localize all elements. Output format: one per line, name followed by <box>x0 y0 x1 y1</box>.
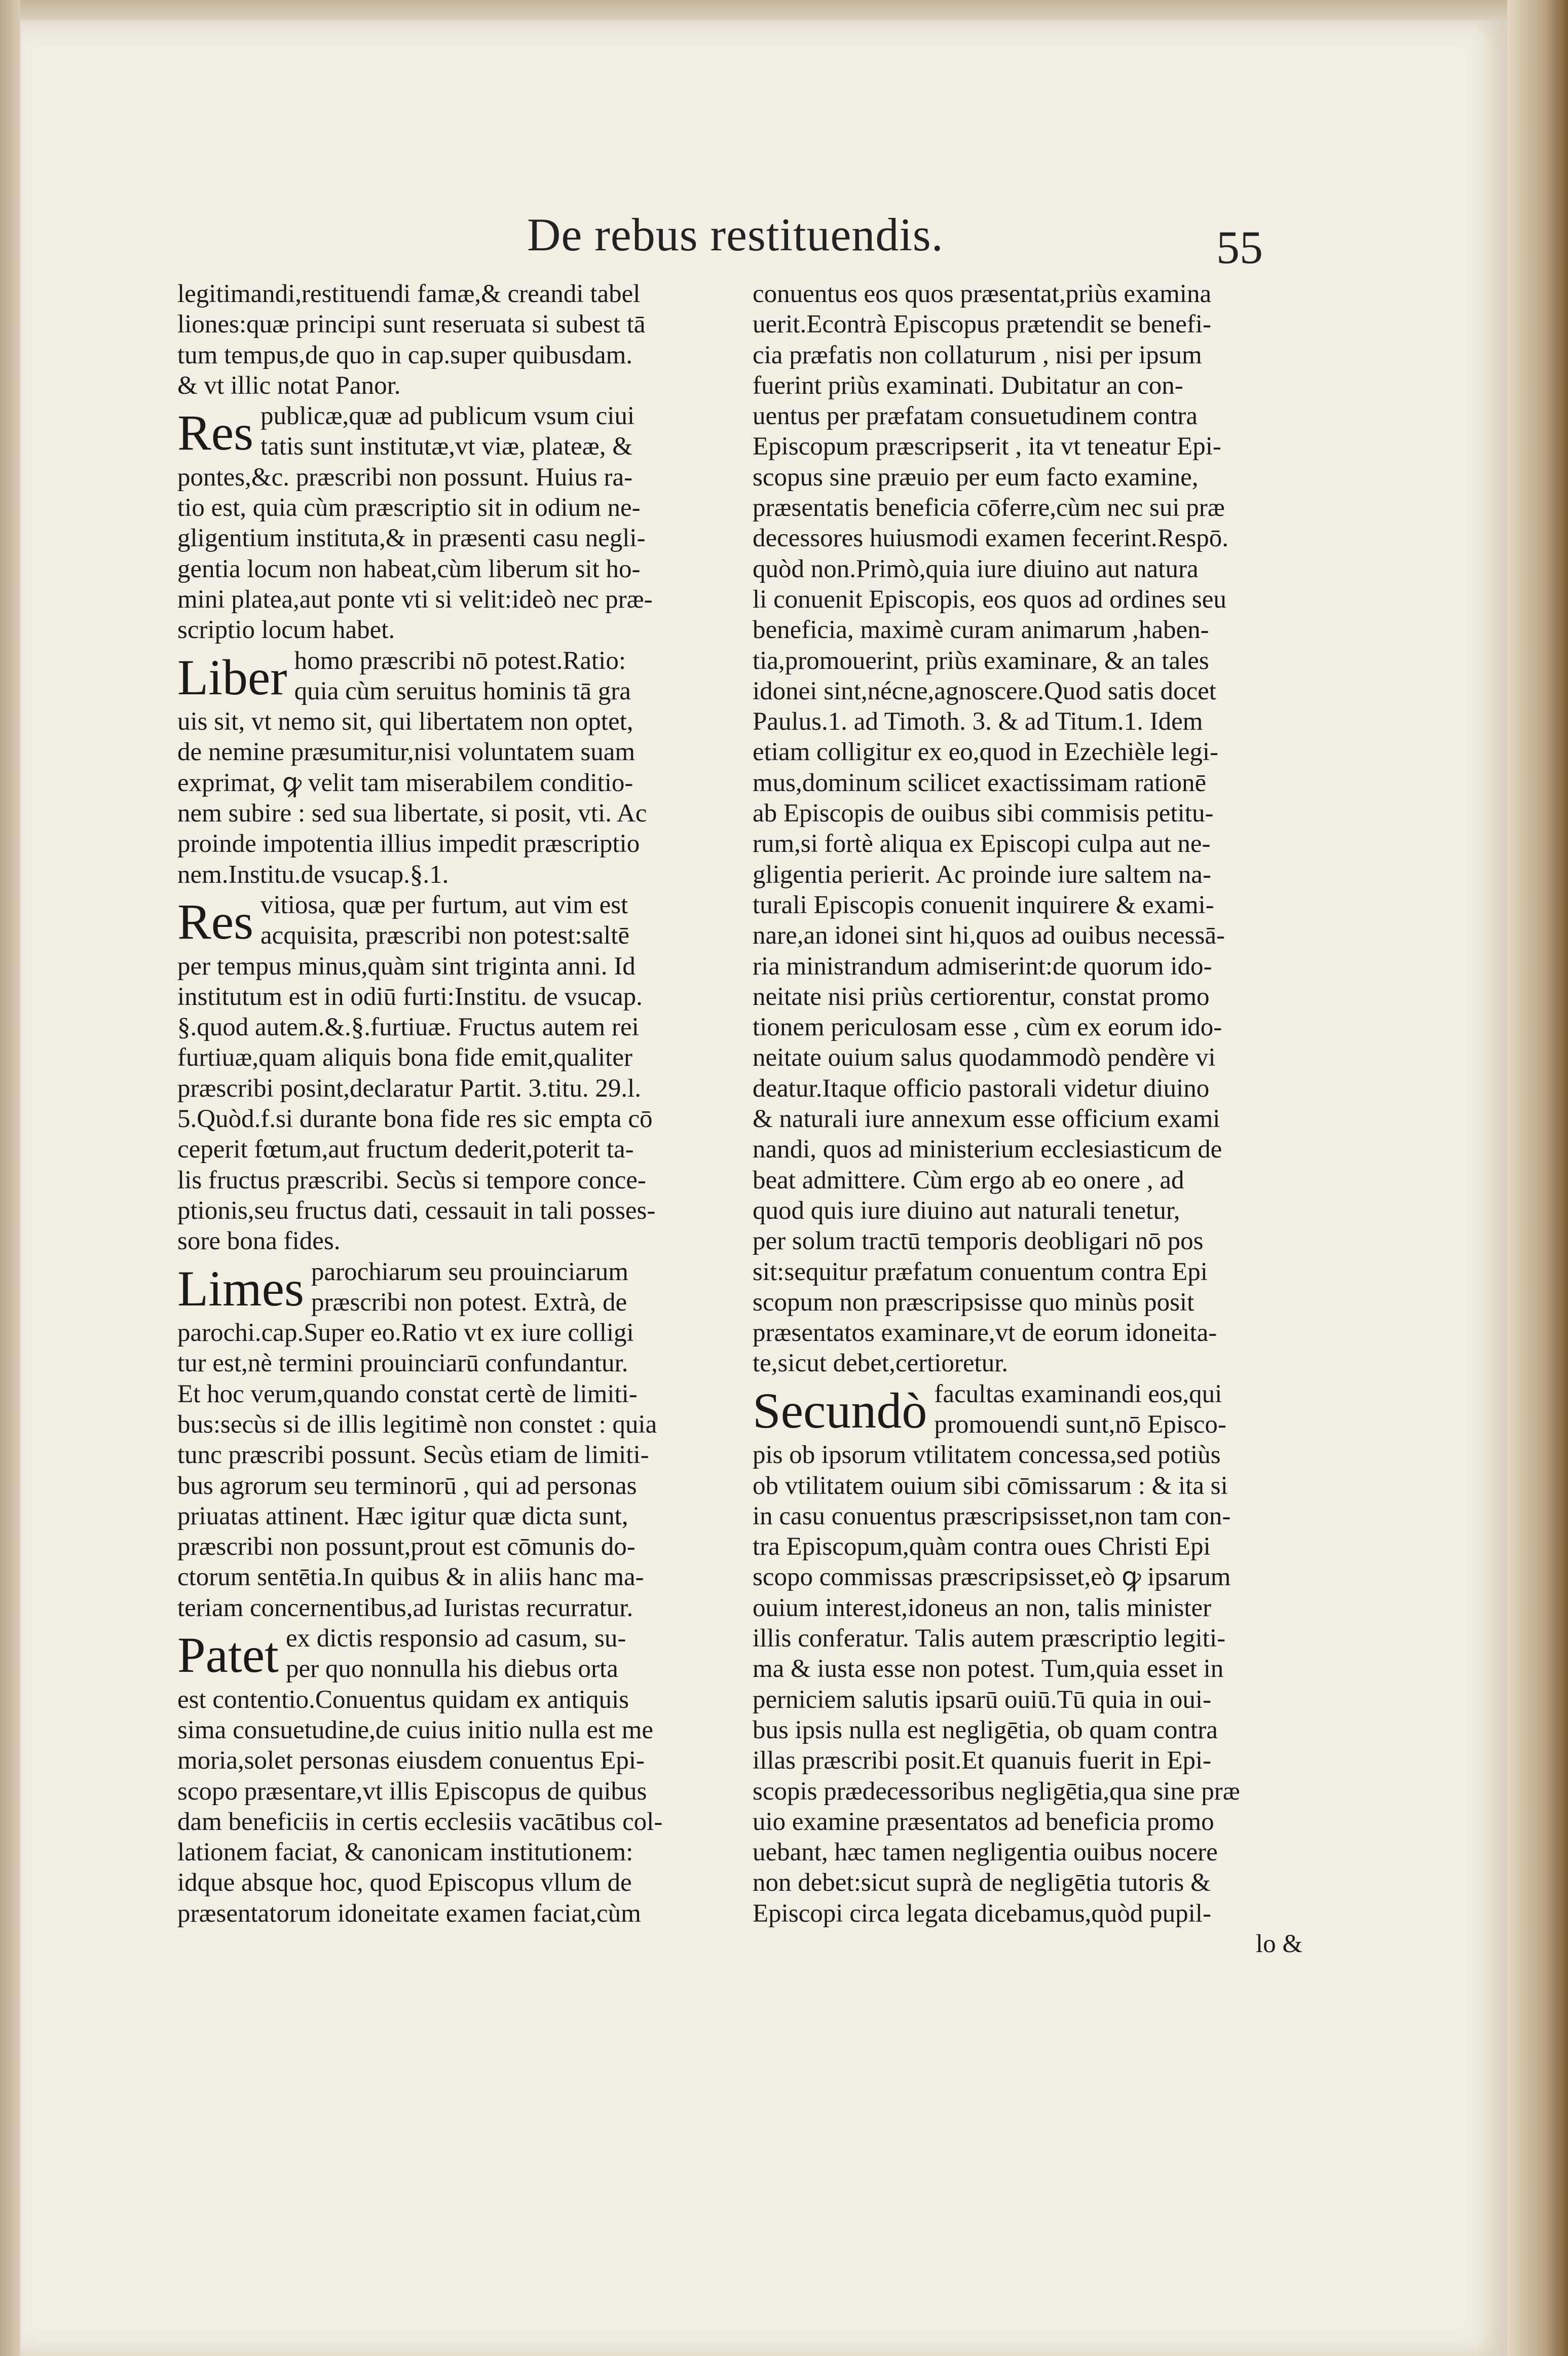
text-line: præscribi posint,declaratur Partit. 3.titu. 29.l. <box>177 1074 642 1103</box>
text-line: nandi, quos ad ministerium ecclesiasticum de <box>753 1135 1222 1164</box>
text-line: legitimandi,restituendi famæ,& creandi tabel <box>177 280 641 308</box>
text-line: bus ipsis nulla est negligētia, ob quam contra <box>753 1715 1218 1744</box>
text-line: sit:sequitur præfatum conuentum contra Epi <box>753 1257 1208 1286</box>
text-line: dam beneficiis in certis ecclesiis vacātibus col- <box>177 1807 663 1836</box>
lemma-word: Res <box>177 893 253 950</box>
lemma-word: Liber <box>177 649 287 705</box>
text-line: lationem faciat, & canonicam institutionem: <box>177 1838 633 1867</box>
text-line: scopus sine præuio per eum facto examine, <box>753 463 1199 492</box>
text-line: sore bona fides. <box>177 1227 341 1256</box>
text-line: quia cùm seruitus hominis tā gra <box>294 677 631 705</box>
text-line: tum tempus,de quo in cap.super quibusdam. <box>177 341 633 369</box>
text-line: promouendi sunt,nō Episco- <box>934 1410 1226 1439</box>
text-line: gligentia perierit. Ac proinde iure saltem na- <box>753 860 1211 889</box>
text-line: deatur.Itaque officio pastorali videtur diuino <box>753 1074 1210 1103</box>
text-line: ctorum sentētia.In quibus & in aliis hanc ma- <box>177 1563 644 1592</box>
text-line: moria,solet personas eiusdem conuentus Epi- <box>177 1746 645 1775</box>
text-line: scopum non præscripsisse quo minùs posit <box>753 1288 1194 1317</box>
text-line: etiam colligitur ex eo,quod in Ezechièle legi- <box>753 738 1219 767</box>
text-line: præsentatis beneficia cōferre,cùm nec sui præ <box>753 494 1225 522</box>
running-title: De rebus restituendis. <box>527 209 944 260</box>
text-line: Episcopum præscripserit , ita vt teneatur Epi- <box>753 432 1221 461</box>
text-line: te,sicut debet,certioretur. <box>753 1349 1009 1378</box>
text-line: decessores huiusmodi examen fecerint.Respō. <box>753 524 1228 553</box>
left-column <box>177 279 725 1929</box>
text-line: nem subire : sed sua libertate, si posit, vti. Ac <box>177 799 647 828</box>
text-line: præscribi non possunt,prout est cōmunis do- <box>177 1532 636 1561</box>
lemma-word: Res <box>177 404 253 461</box>
text-line: tatis sunt institutæ,vt viæ, plateæ, & <box>260 432 632 461</box>
text-line: de nemine præsumitur,nisi voluntatem suam <box>177 738 636 767</box>
text-line: parochiarum seu prouinciarum <box>311 1257 628 1286</box>
text-line: idonei sint,nécne,agnoscere.Quod satis docet <box>753 677 1216 705</box>
text-line: illas præscribi posit.Et quanuis fuerit in Epi- <box>753 1746 1212 1775</box>
text-line: in casu conuentus præscripsisset,non tam con- <box>753 1502 1231 1530</box>
text-line: pontes,&c. præscribi non possunt. Huius ra- <box>177 463 633 492</box>
catchword: lo & <box>1255 1930 1302 1959</box>
paragraph <box>177 1623 725 1929</box>
text-line: scopis prædecessoribus negligētia,qua sine præ <box>753 1777 1240 1806</box>
text-line: gligentium instituta,& in præsenti casu negli- <box>177 524 646 553</box>
paragraph <box>177 1257 725 1624</box>
text-line: Paulus.1. ad Timoth. 3. & ad Titum.1. Idem <box>753 707 1203 736</box>
text-line: non debet:sicut suprà de negligētia tutoris & <box>753 1868 1211 1897</box>
text-line: per quo nonnulla his diebus orta <box>285 1655 618 1684</box>
text-line: bus agrorum seu terminorū , qui ad personas <box>177 1471 637 1500</box>
text-line: est contentio.Conuentus quidam ex antiquis <box>177 1685 629 1714</box>
text-line: scopo commissas præscripsisset,eò ꝙ ipsarum <box>753 1563 1231 1592</box>
text-line: teriam concernentibus,ad Iuristas recurratur. <box>177 1593 633 1622</box>
text-line: tio est, quia cùm præscriptio sit in odium ne- <box>177 494 641 522</box>
text-line: acquisita, præscribi non potest:saltē <box>260 921 630 950</box>
text-line: ob vtilitatem ouium sibi cōmissarum : & ita si <box>753 1471 1228 1500</box>
text-line: uerit.Econtrà Episcopus prætendit se benefi- <box>753 310 1211 339</box>
text-line: Et hoc verum,quando constat certè de limiti- <box>177 1379 638 1408</box>
text-line: institutum est in odiū furti:Institu. de vsucap. <box>177 982 643 1011</box>
right-column <box>753 279 1308 1959</box>
text-line: turali Episcopis conuenit inquirere & exami- <box>753 890 1214 919</box>
text-line: tur est,nè termini prouinciarū confundantur. <box>177 1349 628 1378</box>
text-line: ma & iusta esse non potest. Tum,quia esset in <box>753 1655 1224 1684</box>
text-line: parochi.cap.Super eo.Ratio vt ex iure colligi <box>177 1319 634 1348</box>
text-line: nem.Institu.de vsucap.§.1. <box>177 860 449 889</box>
text-line: neitate nisi priùs certiorentur, constat promo <box>753 982 1210 1011</box>
book-page <box>20 20 1507 2356</box>
lemma-word: Limes <box>177 1260 304 1317</box>
text-line: sima consuetudine,de cuius initio nulla est me <box>177 1715 654 1744</box>
text-line: lis fructus præscribi. Secùs si tempore conce- <box>177 1166 646 1194</box>
text-line: bus:secùs si de illis legitimè non constet : quia <box>177 1410 657 1439</box>
text-line: tra Episcopum,quàm contra oues Christi Epi <box>753 1532 1211 1561</box>
text-line: & naturali iure annexum esse officium exami <box>753 1105 1220 1134</box>
text-line: scriptio locum habet. <box>177 616 395 645</box>
text-line: li conuenit Episcopis, eos quos ad ordines seu <box>753 585 1226 614</box>
text-line: tionem periculosam esse , cùm ex eorum ido- <box>753 1013 1222 1042</box>
text-line: proinde impotentia illius impedit præscriptio <box>177 830 640 858</box>
text-line: ria ministrandum admiserint:de quorum ido- <box>753 952 1212 981</box>
paragraph <box>177 890 725 1257</box>
text-line: cia præfatis non collaturum , nisi per ipsum <box>753 341 1202 369</box>
text-line: mus,dominum scilicet exactissimam rationē <box>753 768 1207 797</box>
text-line: ptionis,seu fructus dati, cessauit in tali posses- <box>177 1196 656 1225</box>
paragraph <box>177 646 725 890</box>
text-line: rum,si fortè aliqua ex Episcopi culpa aut ne- <box>753 830 1211 858</box>
text-line: uio examine præsentatos ad beneficia promo <box>753 1807 1214 1836</box>
text-line: ex dictis responsio ad casum, su- <box>285 1624 626 1653</box>
text-line: §.quod autem.&.§.furtiuæ. Fructus autem rei <box>177 1013 639 1042</box>
text-line: tia,promouerint, priùs examinare, & an tales <box>753 646 1209 675</box>
text-line: mini platea,aut ponte vti si velit:ideò nec præ- <box>177 585 653 614</box>
text-line: per tempus minus,quàm sint triginta anni. Id <box>177 952 636 981</box>
text-line: vitiosa, quæ per furtum, aut vim est <box>260 890 628 919</box>
lemma-word: Secundò <box>753 1382 927 1439</box>
text-line: perniciem salutis ipsarū ouiū.Tū quia in oui- <box>753 1685 1212 1714</box>
text-line: gentia locum non habeat,cùm liberum sit ho- <box>177 554 641 583</box>
text-line: nare,an idonei sint hi,quos ad ouibus necessā- <box>753 921 1225 950</box>
text-line: 5.Quòd.f.si durante bona fide res sic empta cō <box>177 1105 653 1134</box>
text-line: fuerint priùs examinati. Dubitatur an con- <box>753 371 1183 400</box>
text-line: conuentus eos quos præsentat,priùs examina <box>753 280 1212 308</box>
text-line: uentus per præfatam consuetudinem contra <box>753 402 1198 431</box>
text-line: scopo præsentare,vt illis Episcopus de quibus <box>177 1777 647 1806</box>
text-line: per solum tractū temporis deobligari nō pos <box>753 1227 1204 1256</box>
text-line: liones:quæ principi sunt reseruata si subest tā <box>177 310 646 339</box>
text-line: quod quis iure diuino aut naturali tenetur, <box>753 1196 1180 1225</box>
paragraph <box>753 1379 1308 1929</box>
text-line: publicæ,quæ ad publicum vsum ciui <box>260 402 635 431</box>
text-line: Episcopi circa legata dicebamus,quòd pupil- <box>753 1899 1211 1928</box>
text-line: facultas examinandi eos,qui <box>934 1379 1222 1408</box>
text-line: præsentatos examinare,vt de eorum idoneita- <box>753 1319 1217 1348</box>
text-line: quòd non.Primò,quia iure diuino aut natura <box>753 554 1199 583</box>
text-line: præsentatorum idoneitate examen faciat,cùm <box>177 1899 641 1928</box>
text-line: illis conferatur. Talis autem præscriptio legiti- <box>753 1624 1226 1653</box>
text-line: pis ob ipsorum vtilitatem concessa,sed potiùs <box>753 1441 1221 1470</box>
text-line: beneficia, maximè curam animarum ,haben- <box>753 616 1209 645</box>
text-line: uis sit, vt nemo sit, qui libertatem non optet, <box>177 707 633 736</box>
page-number: 55 <box>1216 221 1263 273</box>
text-line: & vt illic notat Panor. <box>177 371 401 400</box>
text-line: homo præscribi nō potest.Ratio: <box>294 646 626 675</box>
text-line: ceperit fœtum,aut fructum dederit,poterit ta- <box>177 1135 634 1164</box>
text-line: priuatas attinent. Hæc igitur quæ dicta sunt, <box>177 1502 628 1530</box>
text-line: furtiuæ,quam aliquis bona fide emit,qualiter <box>177 1043 632 1072</box>
text-line: ouium interest,idoneus an non, talis minister <box>753 1593 1212 1622</box>
text-line: præscribi non potest. Extrà, de <box>311 1288 627 1317</box>
book-cover-edge <box>1507 0 1568 2356</box>
text-line: neitate ouium salus quodammodò pendère vi <box>753 1043 1216 1072</box>
text-line: uebant, hæc tamen negligentia ouibus nocere <box>753 1838 1218 1867</box>
text-line: tunc præscribi possunt. Secùs etiam de limiti- <box>177 1441 649 1470</box>
lemma-word: Patet <box>177 1627 279 1684</box>
text-line: exprimat, ꝙ velit tam miserabilem conditio- <box>177 768 633 797</box>
text-line: beat admittere. Cùm ergo ab eo onere , ad <box>753 1166 1184 1194</box>
paragraph <box>177 401 725 645</box>
text-line: idque absque hoc, quod Episcopus vllum de <box>177 1868 632 1897</box>
text-line: ab Episcopis de ouibus sibi commisis petitu- <box>753 799 1214 828</box>
scan-edge-left <box>0 0 20 2356</box>
